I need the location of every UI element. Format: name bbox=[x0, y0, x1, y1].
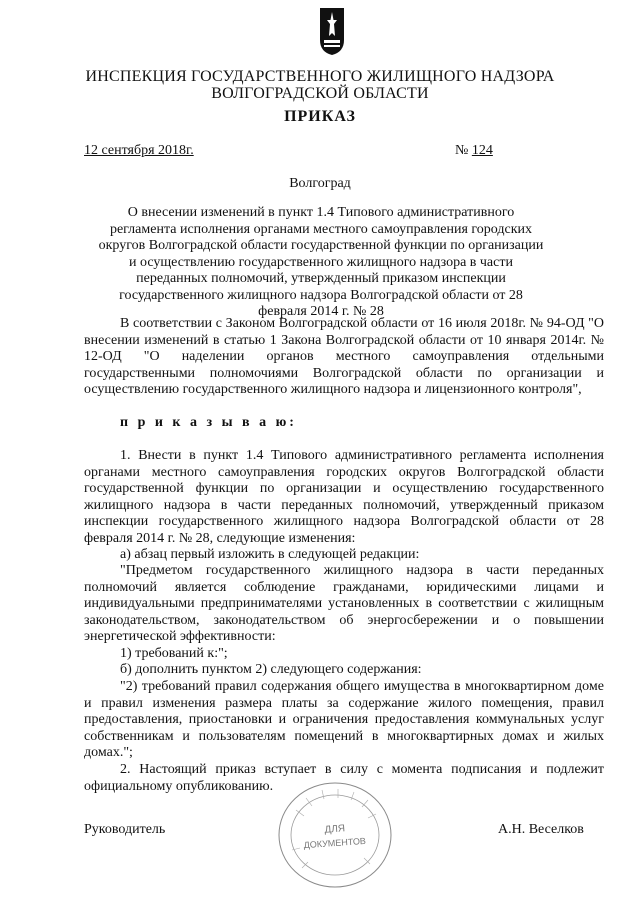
sub-item-1: 1) требований к:"; bbox=[120, 646, 228, 661]
organization-name-line1: ИНСПЕКЦИЯ ГОСУДАРСТВЕННОГО ЖИЛИЩНОГО НАДЗОРА bbox=[85, 68, 555, 85]
number-value: 124 bbox=[471, 143, 493, 158]
order-word: п р и к а з ы в а ю: bbox=[120, 415, 297, 430]
stamp-text-line1: ДЛЯ bbox=[324, 823, 346, 836]
official-stamp bbox=[276, 780, 394, 890]
coat-of-arms-emblem bbox=[318, 6, 346, 56]
document-number bbox=[455, 143, 493, 159]
document-subject: О внесении изменений в пункт 1.4 Типового административного регламента исполнения органами местного самоуправления городских округов Волгоградской области государственной функции по организации и осуществлению государственного жилищного надзора в части переданных полномочий, утвержденный приказом инспекции государственного жилищного надзора Волгоградской области от 28 февраля 2014 г. № 28 bbox=[98, 205, 544, 319]
preamble-paragraph: В соответствии с Законом Волгоградской области от 16 июля 2018г. № 94-ОД "О внесении изменений в статью 1 Закона Волгоградской области от 10 января 2014г. № 12-ОД "О наделении органов местного самоуправления отдельными государственными полномочиями Волгоградской области по организации и осуществлению государственного жилищного надзора и лицензионного контроля", bbox=[84, 316, 604, 398]
quote-paragraph-2: "2) требований правил содержания общего имущества в многоквартирном доме и правил изменения размера платы за содержание жилого помещения, правил предоставления, приостановки и ограничения предоставления коммунальных услуг собственникам и пользователям помещений в многоквартирных домах и жилых домах."; bbox=[84, 679, 604, 761]
stamp-text-line2: ДОКУМЕНТОВ bbox=[303, 835, 367, 851]
order-item-1a: а) абзац первый изложить в следующей редакции: bbox=[120, 547, 420, 562]
quote-paragraph-1: "Предметом государственного жилищного надзора в части переданных полномочий является соблюдение гражданами, юридическими лицами и индивидуальными предпринимателями установленных в соответствии с жилищным законодательством, законодательством об энергосбережении и о повышении энергетической эффективности: bbox=[84, 563, 604, 645]
signatory-position: Руководитель bbox=[84, 822, 166, 837]
city: Волгоград bbox=[289, 176, 351, 191]
number-label: № bbox=[455, 143, 469, 158]
document-date: 12 сентября 2018г. bbox=[84, 143, 194, 158]
order-item-2: 2. Настоящий приказ вступает в силу с момента подписания и подлежит официальному опубликованию. bbox=[84, 762, 604, 794]
document-type-title: ПРИКАЗ bbox=[284, 108, 356, 125]
order-item-1b: б) дополнить пунктом 2) следующего содержания: bbox=[120, 662, 422, 677]
organization-name-line2: ВОЛГОГРАДСКОЙ ОБЛАСТИ bbox=[211, 85, 429, 102]
signatory-name: А.Н. Веселков bbox=[498, 822, 584, 837]
order-item-1: 1. Внести в пункт 1.4 Типового административного регламента исполнения органами местного самоуправления городских округов Волгоградской области государственной функции по организации и осуществлению государственного жилищного надзора в части переданных полномочий, утвержденный приказом инспекции государственного жилищного надзора Волгоградской области от 28 февраля 2014 г. № 28, следующие изменения: bbox=[84, 448, 604, 546]
